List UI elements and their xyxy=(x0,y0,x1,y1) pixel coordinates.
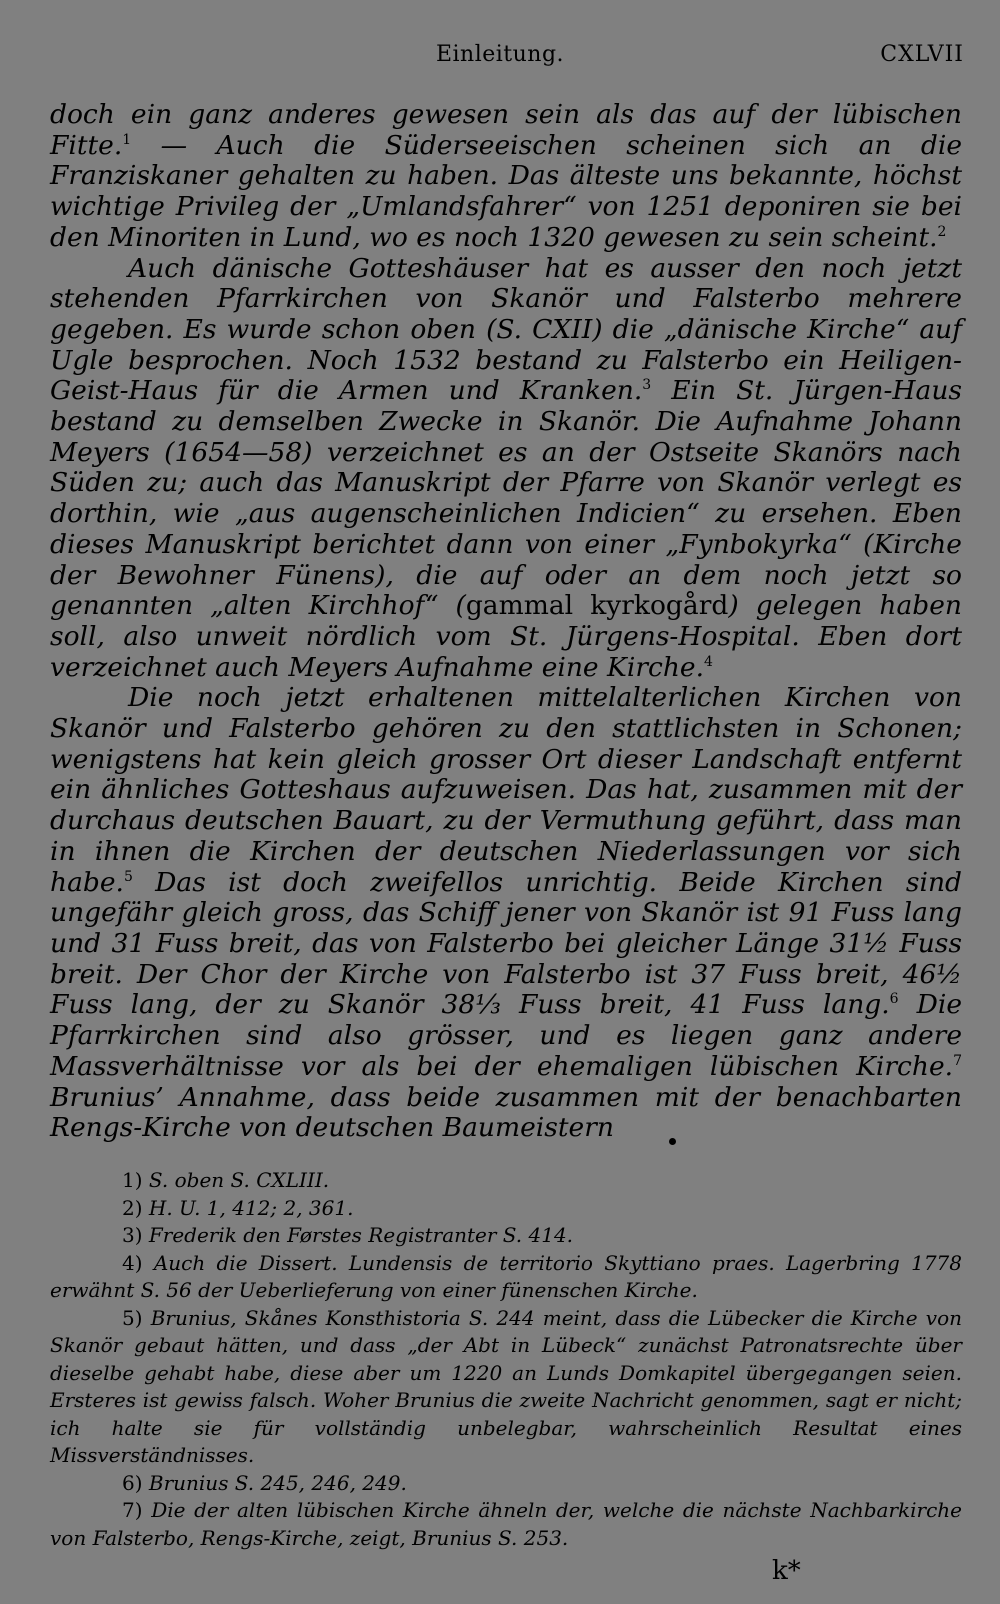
footnotes xyxy=(50,1167,962,1552)
signature-mark: k* xyxy=(772,1556,801,1586)
footnote-number: 4) xyxy=(122,1250,143,1275)
page-number: CXLVII xyxy=(880,42,964,67)
footnote-number: 7) xyxy=(122,1498,143,1522)
footnote-text: Brunius, Skånes Konsthistoria S. 244 meint, dass die Lübecker die Kirche von Skanör gebaut hätten, und dass „der Abt in Lübeck“ zunächst Patronatsrechte über dieselbe gehabt habe, diese aber um 1220 an Lunds Domkapitel übergegangen seien. Ersteres ist gewiss falsch. Woher Brunius die zweite Nachricht genommen, sagt er nicht; ich halte sie für vollständig unbelegbar, wahrscheinlich Resultat eines Missverständnisses. xyxy=(50,1305,962,1467)
footnote-ref-6: 6 xyxy=(889,991,899,1008)
footnote-number: 2) xyxy=(122,1195,143,1220)
text-run: Auch dänische Gotteshäuser hat es ausser den noch jetzt stehenden Pfarrkirchen von Skanör und Falsterbo mehrere gegeben. Es wurde schon oben (S. CXII) die „dänische Kirche“ auf Ugle besprochen. Noch 1532 bestand zu Falsterbo ein Heiligen-Geist-Haus für die Armen und Kranken. xyxy=(50,252,962,407)
footnote-4 xyxy=(50,1250,962,1305)
main-text xyxy=(50,100,962,1144)
ink-dot xyxy=(669,1138,676,1145)
footnote-3 xyxy=(50,1222,962,1250)
paragraph-1 xyxy=(50,100,962,254)
footnote-number: 5) xyxy=(122,1305,143,1330)
footnote-ref-2: 2 xyxy=(937,223,947,240)
footnote-ref-1: 1 xyxy=(122,131,132,148)
swedish-term: gammal kyrkogård xyxy=(465,590,729,622)
text-run: ) gelegen haben soll, also unweit nördlich vom St. Jürgens-Hospital. Eben dort verzeichnet auch Meyers Aufnahme eine Kirche. xyxy=(50,590,962,683)
footnote-number: 3) xyxy=(122,1223,143,1247)
footnote-ref-7: 7 xyxy=(953,1052,962,1069)
footnote-number: 6) xyxy=(122,1470,143,1495)
running-title: Einleitung. xyxy=(435,42,565,67)
footnote-7 xyxy=(50,1497,962,1552)
text-run: Brunius’ Annahme, dass beide zusammen mit der benachbarten Rengs-Kirche von deutschen Baumeistern xyxy=(50,1081,962,1144)
text-run: Die noch jetzt erhaltenen mittelalterlichen Kirchen von Skanör und Falsterbo gehören zu den stattlichsten in Schonen; wenigstens hat kein gleich grosser Ort dieser Landschaft entfernt ein ähnliches Gotteshaus aufzuweisen. Das hat, zusammen mit der durchaus deutschen Bauart, zu der Vermuthung geführt, dass man in ihnen die Kirchen der deutschen Niederlassungen vor sich habe. xyxy=(50,682,962,898)
footnote-ref-3: 3 xyxy=(642,377,652,394)
footnote-text: Brunius S. 245, 246, 249. xyxy=(148,1470,407,1495)
text-run: doch ein ganz anderes gewesen sein als das auf der lübischen Fitte. xyxy=(50,99,962,161)
text-run: Ein St. Jürgen-Haus bestand zu demselben Zwecke in Skanör. Die Aufnahme Johann Meyers (1654—58) verzeichnet es an der Ostseite Skanörs nach Süden zu; auch das Manuskript der Pfarre von Skanör verlegt es dorthin, wie „aus augenscheinlichen Indicien“ zu ersehen. Eben dieses Manuskript berichtet dann von einer „Fynbokyrka“ (Kirche der Bewohner Fünens), die auf oder an dem noch jetzt so genannten „alten Kirchhof“ ( xyxy=(50,375,962,622)
footnote-text: Auch die Dissert. Lundensis de territorio Skyttiano praes. Lagerbring 1778 erwähnt S. 56 der Ueberlieferung von einer fünenschen Kirche. xyxy=(50,1250,962,1302)
footnote-6 xyxy=(50,1470,962,1498)
footnote-text: S. oben S. CXLIII. xyxy=(148,1168,330,1192)
footnote-text: Die der alten lübischen Kirche ähneln der, welche die nächste Nachbarkirche von Falsterbo, Rengs-Kirche, zeigt, Brunius S. 253. xyxy=(50,1498,963,1550)
paragraph-3 xyxy=(50,683,962,1144)
footnote-number: 1) xyxy=(122,1168,143,1192)
paragraph-2 xyxy=(50,254,962,684)
footnote-ref-4: 4 xyxy=(704,653,713,670)
page-header xyxy=(0,42,1000,78)
footnote-2 xyxy=(50,1195,962,1223)
footnote-1 xyxy=(50,1167,962,1195)
text-run: Das ist doch zweifellos unrichtig. Beide Kirchen sind ungefähr gleich gross, das Schiff jener von Skanör ist 91 Fuss lang und 31 Fuss breit, das von Falsterbo bei gleicher Länge 31½ Fuss breit. Der Chor der Kirche von Falsterbo ist 37 Fuss breit, 46½ Fuss lang, der zu Skanör 38⅓ Fuss breit, 41 Fuss lang. xyxy=(50,866,962,1021)
footnote-5 xyxy=(50,1305,962,1470)
text-run: Die Pfarrkirchen sind also grösser, und es liegen ganz andere Massverhältnisse vor als bei der ehemaligen lübischen Kirche. xyxy=(50,989,963,1082)
text-run: — Auch die Süderseeischen scheinen sich an die Franziskaner gehalten zu haben. Das älteste uns bekannte, höchst wichtige Privileg der „Umlandsfahrer“ von 1251 deponiren sie bei den Minoriten in Lund, wo es noch 1320 gewesen zu sein scheint. xyxy=(50,129,962,253)
footnote-text: Frederik den Førstes Registranter S. 414. xyxy=(148,1223,574,1247)
footnote-text: H. U. 1, 412; 2, 361. xyxy=(148,1195,354,1220)
footnote-ref-5: 5 xyxy=(123,868,133,885)
